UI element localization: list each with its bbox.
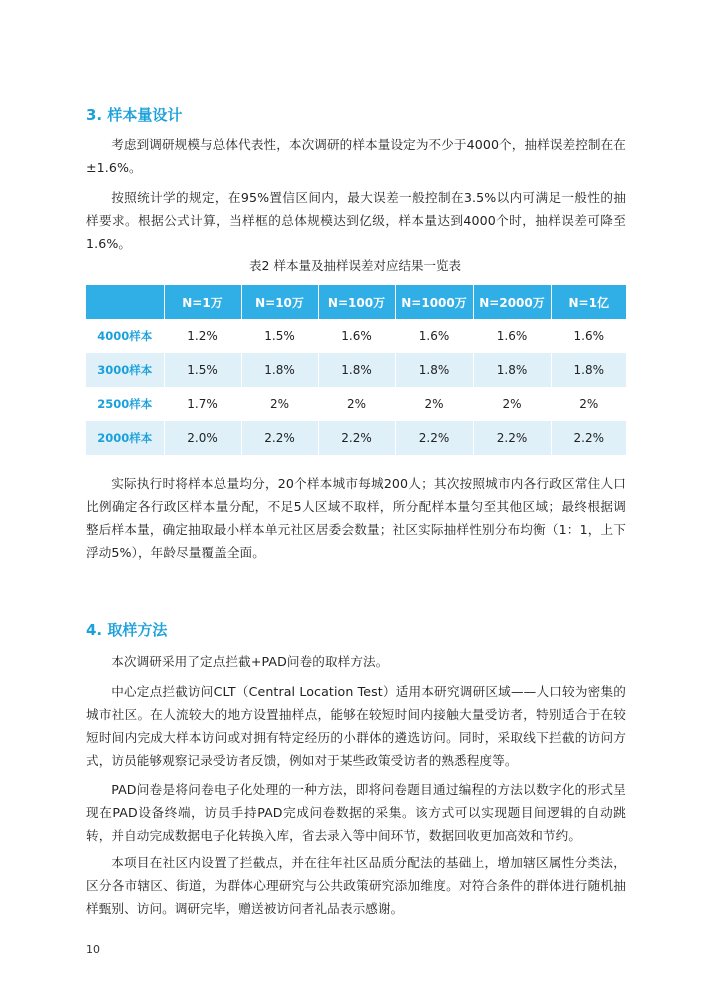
table-cell: 2% bbox=[318, 387, 395, 421]
table-row bbox=[86, 353, 626, 387]
section-4-heading: 4. 取样方法 bbox=[86, 621, 168, 639]
table-header-cell bbox=[86, 285, 164, 319]
table-row-label: 4000样本 bbox=[86, 319, 164, 353]
table-row bbox=[86, 387, 626, 421]
table-cell: 2.0% bbox=[164, 421, 241, 455]
table-cell: 1.6% bbox=[573, 329, 604, 343]
table-row-label: 2500样本 bbox=[86, 387, 164, 421]
table-row bbox=[86, 421, 626, 455]
sample-error-table bbox=[86, 285, 626, 455]
section-3-paragraph-1: 考虑到调研规模与总体代表性，本次调研的样本量设定为不少于4000个，抽样误差控制在在±1.6%。 bbox=[86, 137, 626, 175]
table-cell: 1.8% bbox=[551, 353, 626, 387]
section-3-paragraph-3: 实际执行时将样本总量均分，20个样本城市每城200人；其次按照城市内各行政区常住人口比例确定各行政区样本量分配，不足5人区域不取样，所分配样本量匀至其他区域；最终根据调整后样本量，确定抽取最小样本单元社区居委会数量；社区实际抽样性别分布均衡（1：1，上下浮动5%），年龄尽量覆盖全面。 bbox=[86, 476, 626, 560]
table-cell: 2% bbox=[579, 397, 599, 411]
section-4-paragraph-4: 本项目在社区内设置了拦截点，并在往年社区品质分配法的基础上，增加辖区属性分类法，区分各市辖区、街道，为群体心理研究与公共政策研究添加维度。对符合条件的群体进行随机抽样甄别、访问。调研完毕，赠送被访问者礼品表示感谢。 bbox=[86, 855, 626, 916]
section-4-paragraph-1: 本次调研采用了定点拦截+PAD问卷的取样方法。 bbox=[111, 654, 389, 669]
table-cell: 2% bbox=[473, 387, 551, 421]
table-cell: 1.6% bbox=[473, 319, 551, 353]
table-row-label: 3000样本 bbox=[86, 353, 164, 387]
table-cell: 2% bbox=[241, 387, 318, 421]
table-header-cell: N=10万 bbox=[241, 285, 318, 319]
table-cell: 1.8% bbox=[241, 353, 318, 387]
table-cell: 1.5% bbox=[241, 319, 318, 353]
table-cell: 1.8% bbox=[318, 353, 395, 387]
table-header-row bbox=[86, 285, 626, 319]
section-4-paragraph-3: PAD问卷是将问卷电子化处理的一种方法，即将问卷题目通过编程的方法以数字化的形式呈现在PAD设备终端，访员手持PAD完成问卷数据的采集。该方式可以实现题目间逻辑的自动跳转，并自动完成数据电子化转换入库，省去录入等中间环节，数据回收更加高效和节约。 bbox=[86, 782, 626, 843]
table-cell: 1.8% bbox=[473, 353, 551, 387]
table-cell: 1.5% bbox=[164, 353, 241, 387]
page-number: 10 bbox=[86, 943, 100, 956]
table-cell: 1.7% bbox=[164, 387, 241, 421]
table-header-cell: N=2000万 bbox=[473, 285, 551, 319]
table-cell: 1.6% bbox=[318, 319, 395, 353]
section-3-paragraph-2: 按照统计学的规定，在95%置信区间内，最大误差一般控制在3.5%以内可满足一般性的抽样要求。根据公式计算，当样框的总体规模达到亿级，样本量达到4000个时，抽样误差可降至1.6%。 bbox=[86, 190, 626, 251]
table-cell: 1.2% bbox=[164, 319, 241, 353]
table-cell: 2.2% bbox=[395, 421, 473, 455]
table-header-cell: N=100万 bbox=[318, 285, 395, 319]
section-4-paragraph-2: 中心定点拦截访问CLT（Central Location Test）适用本研究调研区域——人口较为密集的城市社区。在人流较大的地方设置抽样点，能够在较短时间内接触大量受访者，特别适合于在较短时间内完成大样本访问或对拥有特定经历的小群体的遴选访问。同时，采取线下拦截的访问方式，访员能够观察记录受访者反馈，例如对于某些政策受访者的熟悉程度等。 bbox=[86, 684, 626, 768]
table-header-cell: N=1亿 bbox=[551, 285, 626, 319]
table-header-cell: N=1万 bbox=[164, 285, 241, 319]
table-cell: 1.8% bbox=[395, 353, 473, 387]
table-row-label: 2000样本 bbox=[86, 421, 164, 455]
table-cell: 2% bbox=[395, 387, 473, 421]
table-cell: 2.2% bbox=[241, 421, 318, 455]
table-cell: 2.2% bbox=[551, 421, 626, 455]
table-cell: 1.6% bbox=[395, 319, 473, 353]
section-3-heading: 3. 样本量设计 bbox=[86, 106, 183, 124]
table-row bbox=[86, 319, 626, 353]
table-header-cell: N=1000万 bbox=[395, 285, 473, 319]
table-cell: 2.2% bbox=[473, 421, 551, 455]
table-caption: 表2 样本量及抽样误差对应结果一览表 bbox=[249, 258, 461, 273]
table-cell: 2.2% bbox=[318, 421, 395, 455]
